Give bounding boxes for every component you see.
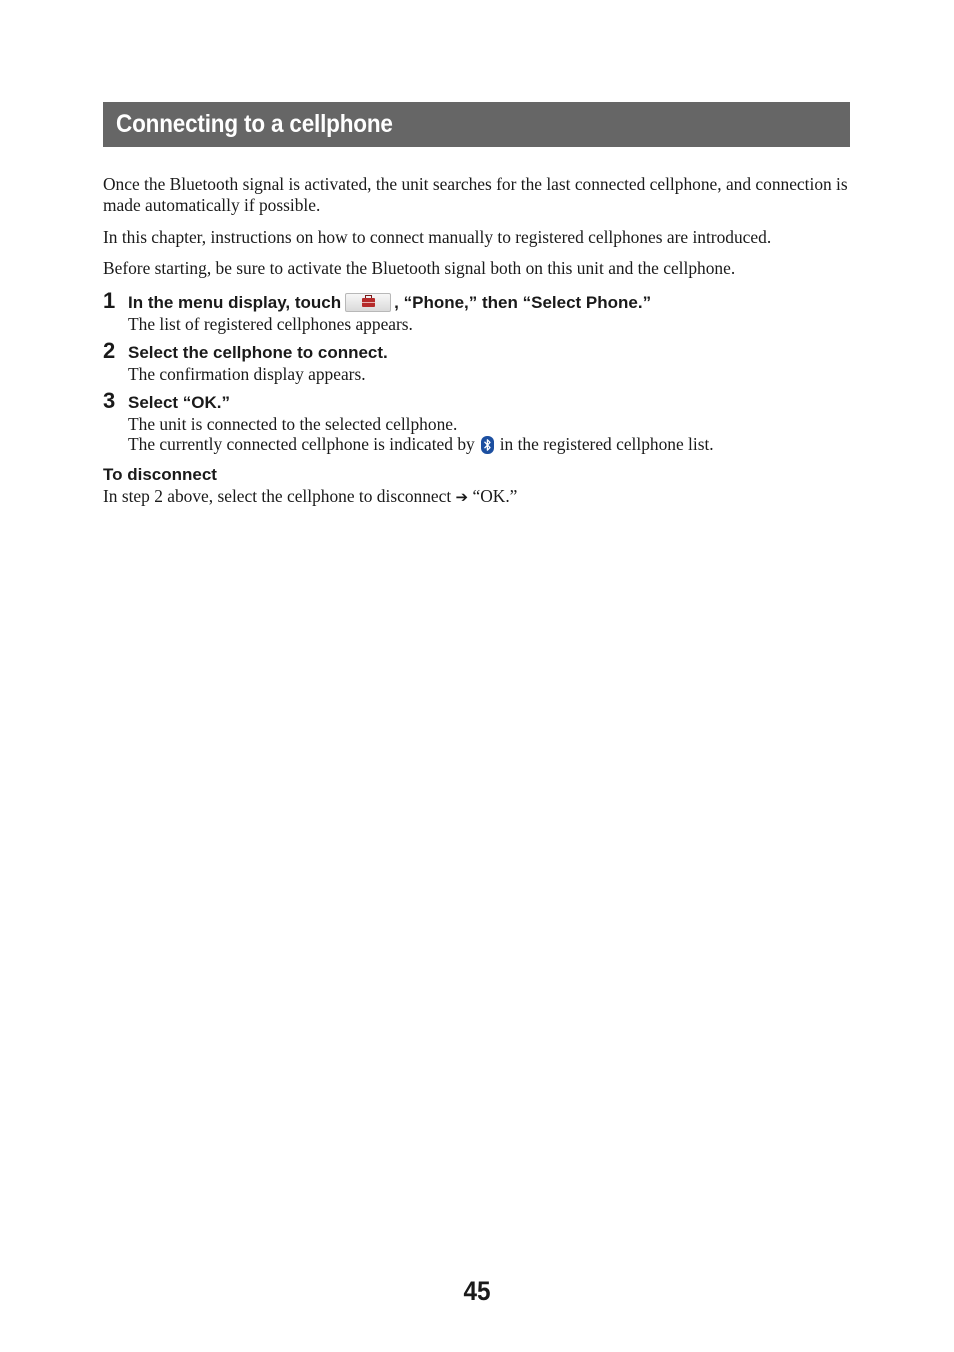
page-number: 45 [463, 1276, 491, 1306]
step-heading: In the menu display, touch , “Phone,” then “Select Phone.” [128, 293, 652, 312]
step-description-indicator: The currently connected cellphone is indicated by in the registered cellphone list. [128, 434, 714, 454]
step-number: 1 [103, 288, 116, 313]
intro-paragraph-1: Once the Bluetooth signal is activated, the unit searches for the last connected cellphone, and connection is made automatically if possible. [103, 174, 848, 215]
section-title: Connecting to a cellphone [116, 110, 393, 138]
step-description: The list of registered cellphones appears. [128, 314, 413, 334]
step-description: The confirmation display appears. [128, 364, 366, 384]
arrow-right-icon: ➔ [455, 488, 469, 506]
section-title-bar [103, 102, 850, 147]
disconnect-heading: To disconnect [103, 465, 217, 484]
bluetooth-icon [481, 436, 494, 454]
toolbox-icon [345, 293, 391, 312]
step-description: The unit is connected to the selected cellphone. [128, 414, 458, 434]
step-heading: Select the cellphone to connect. [128, 343, 388, 362]
step-heading: Select “OK.” [128, 393, 231, 412]
step-number: 2 [103, 338, 116, 363]
disconnect-instruction: In step 2 above, select the cellphone to disconnect ➔ “OK.” [103, 486, 518, 506]
intro-paragraph-2: In this chapter, instructions on how to connect manually to registered cellphones are introduced. [103, 227, 772, 247]
intro-paragraph-3: Before starting, be sure to activate the Bluetooth signal both on this unit and the cellphone. [103, 258, 736, 278]
step-number: 3 [103, 388, 116, 413]
